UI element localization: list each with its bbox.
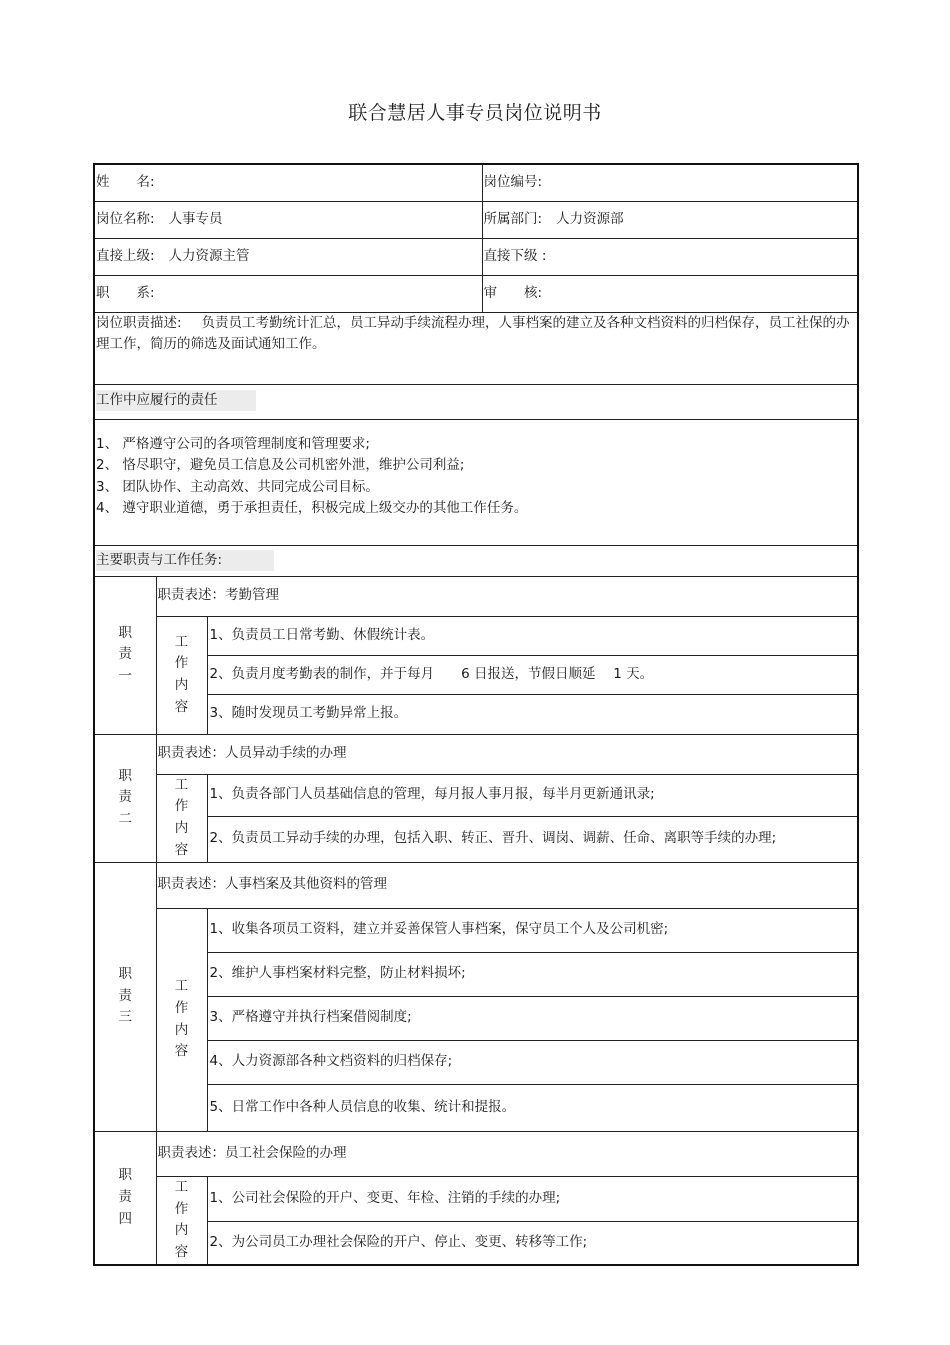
superior-field bbox=[94, 238, 482, 275]
duty-3-task-3: 3、严格遵守并执行档案借阅制度; bbox=[207, 996, 858, 1040]
responsibilities-list-row bbox=[94, 419, 858, 545]
position-label: 岗位名称: bbox=[96, 210, 155, 227]
duty-1-task-row bbox=[94, 655, 858, 694]
duty-4-label: 职 责 四 bbox=[94, 1131, 156, 1265]
duty-1-task-row bbox=[94, 694, 858, 734]
duty-4-task-2: 2、为公司员工办理社会保险的开户、停止、变更、转移等工作; bbox=[207, 1221, 858, 1265]
duties-heading-row bbox=[94, 545, 858, 576]
rank-field bbox=[94, 275, 482, 312]
superior-value: 人力资源主管 bbox=[168, 247, 250, 264]
responsibility-item: 1、 严格遵守公司的各项管理制度和管理要求; bbox=[96, 435, 370, 452]
superior-label: 直接上级: bbox=[96, 247, 155, 264]
duty-4-summary-row bbox=[94, 1131, 858, 1176]
code-label: 岗位编号: bbox=[483, 173, 543, 190]
position-field bbox=[94, 201, 482, 238]
duty-4-work-label: 工 作 内 容 bbox=[156, 1176, 207, 1265]
description-cell bbox=[94, 312, 858, 384]
rank-label: 职 系: bbox=[96, 284, 155, 301]
description-text: 负责员工考勤统计汇总，员工异动手续流程办理，人事档案的建立及各种文档资料的归档保存，员工社保的办理工作，简历的筛选及面试通知工作。 bbox=[96, 314, 850, 353]
duty-4-task-row bbox=[94, 1221, 858, 1265]
responsibilities-heading: 工作中应履行的责任 bbox=[96, 390, 256, 412]
duty-2-summary: 职责表述：人员异动手续的办理 bbox=[156, 734, 858, 774]
name-label: 姓 名: bbox=[96, 173, 155, 190]
duty-3-task-row bbox=[94, 1084, 858, 1131]
duty-3-work-label: 工 作 内 容 bbox=[156, 908, 207, 1131]
duty-1-task-row bbox=[94, 616, 858, 655]
duty-1-work-label: 工 作 内 容 bbox=[156, 616, 207, 734]
duty-1-summary-row bbox=[94, 576, 858, 616]
duties-heading-cell bbox=[94, 545, 858, 576]
duty-2-label: 职 责 二 bbox=[94, 734, 156, 862]
duty-2-task-1: 1、负责各部门人员基础信息的管理，每月报人事月报，每半月更新通讯录; bbox=[207, 774, 858, 816]
duty-1-summary: 职责表述：考勤管理 bbox=[156, 576, 858, 616]
duty-2-task-row bbox=[94, 816, 858, 862]
description-row bbox=[94, 312, 858, 384]
dept-label: 所属部门: bbox=[483, 210, 543, 227]
duty-3-task-1: 1、收集各项员工资料，建立并妥善保管人事档案，保守员工个人及公司机密; bbox=[207, 908, 858, 952]
duty-2-work-label: 工 作 内 容 bbox=[156, 774, 207, 862]
duty-3-task-row bbox=[94, 996, 858, 1040]
info-row-name bbox=[94, 164, 858, 201]
duty-1-task-3: 3、随时发现员工考勤异常上报。 bbox=[207, 694, 858, 734]
document-title: 联合慧居人事专员岗位说明书 bbox=[348, 102, 602, 124]
responsibilities-heading-row bbox=[94, 384, 858, 419]
dept-value: 人力资源部 bbox=[556, 210, 624, 227]
duty-1-label: 职 责 一 bbox=[94, 576, 156, 734]
duty-3-task-row bbox=[94, 952, 858, 996]
duty-3-task-row bbox=[94, 1040, 858, 1084]
duty-4-task-row bbox=[94, 1176, 858, 1221]
duty-4-summary: 职责表述：员工社会保险的办理 bbox=[156, 1131, 858, 1176]
duty-3-task-2: 2、维护人事档案材料完整，防止材料损坏; bbox=[207, 952, 858, 996]
dept-field bbox=[482, 201, 858, 238]
subordinate-label: 直接下级 : bbox=[483, 247, 547, 264]
info-row-rank bbox=[94, 275, 858, 312]
duties-heading: 主要职责与工作任务: bbox=[96, 550, 274, 572]
review-label: 审 核: bbox=[483, 284, 543, 301]
duty-3-task-row bbox=[94, 908, 858, 952]
position-value: 人事专员 bbox=[168, 210, 223, 227]
info-row-position bbox=[94, 201, 858, 238]
responsibility-item: 2、 恪尽职守，避免员工信息及公司机密外泄，维护公司利益; bbox=[96, 457, 465, 474]
duty-3-summary: 职责表述：人事档案及其他资料的管理 bbox=[156, 862, 858, 908]
responsibility-item: 3、 团队协作、主动高效、共同完成公司目标。 bbox=[96, 478, 379, 495]
name-field bbox=[94, 164, 482, 201]
duty-3-label: 职 责 三 bbox=[94, 862, 156, 1131]
duty-1-task-1: 1、负责员工日常考勤、休假统计表。 bbox=[207, 616, 858, 655]
duty-2-summary-row bbox=[94, 734, 858, 774]
responsibilities-list bbox=[94, 419, 858, 545]
code-field bbox=[482, 164, 858, 201]
duty-3-task-5: 5、日常工作中各种人员信息的收集、统计和提报。 bbox=[207, 1084, 858, 1131]
duty-1-task-2: 2、负责月度考勤表的制作，并于每月 6 日报送，节假日顺延 1 天。 bbox=[207, 655, 858, 694]
responsibility-item: 4、 遵守职业道德，勇于承担责任，积极完成上级交办的其他工作任务。 bbox=[96, 500, 528, 517]
subordinate-field bbox=[482, 238, 858, 275]
duty-3-task-4: 4、人力资源部各种文档资料的归档保存; bbox=[207, 1040, 858, 1084]
description-label: 岗位职责描述: bbox=[96, 314, 182, 331]
info-row-superior bbox=[94, 238, 858, 275]
duty-2-task-row bbox=[94, 774, 858, 816]
job-description-table bbox=[93, 163, 859, 1266]
review-field bbox=[482, 275, 858, 312]
duty-4-task-1: 1、公司社会保险的开户、变更、年检、注销的手续的办理; bbox=[207, 1176, 858, 1221]
duty-3-summary-row bbox=[94, 862, 858, 908]
responsibilities-heading-cell bbox=[94, 384, 858, 419]
duty-2-task-2: 2、负责员工异动手续的办理，包括入职、转正、晋升、调岗、调薪、任命、离职等手续的办理; bbox=[207, 816, 858, 862]
